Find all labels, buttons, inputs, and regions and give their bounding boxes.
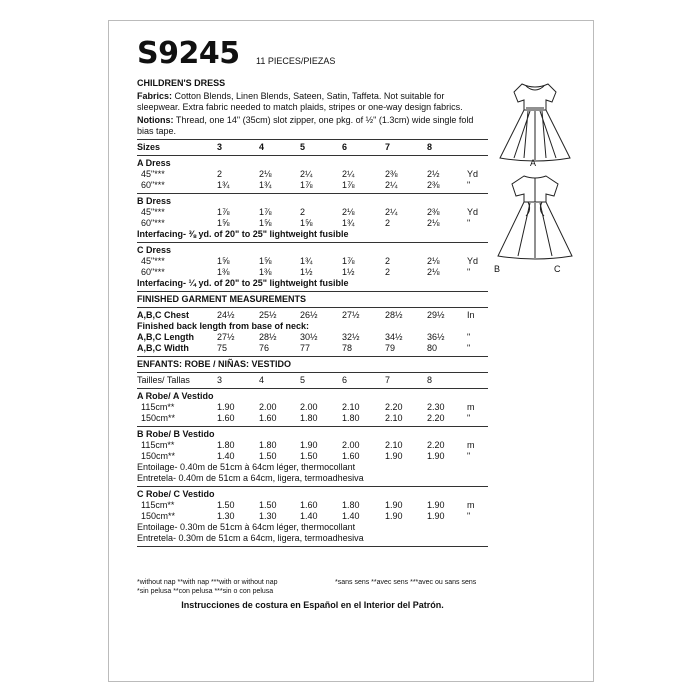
unit: " bbox=[467, 511, 471, 521]
cell: 1¾ bbox=[259, 180, 272, 190]
row-label: 150cm** bbox=[141, 451, 176, 461]
fabrics-text bbox=[137, 91, 488, 113]
size-cell: 5 bbox=[300, 142, 306, 152]
label-b: B bbox=[494, 264, 501, 274]
cell: 1.40 bbox=[342, 511, 360, 521]
row-label: 45"*** bbox=[141, 207, 165, 217]
c-entoilage: Entoilage- 0.30m de 51cm à 64cm léger, thermocollant bbox=[137, 522, 356, 532]
cell: 2 bbox=[385, 267, 391, 277]
size-cell: 3 bbox=[217, 375, 223, 385]
cell: 1.60 bbox=[259, 413, 277, 423]
cell: 1.30 bbox=[259, 511, 277, 521]
divider bbox=[137, 307, 488, 308]
unit: m bbox=[467, 440, 475, 450]
c-interfacing: Interfacing- ¼ yd. of 20" to 25" lightweight fusible bbox=[137, 278, 349, 288]
table-row bbox=[137, 500, 488, 511]
cell: 2.00 bbox=[342, 440, 360, 450]
divider bbox=[137, 546, 488, 547]
cell: 1⅜ bbox=[259, 267, 272, 277]
table-row bbox=[137, 169, 488, 180]
cell: 32½ bbox=[342, 332, 360, 342]
unit: Yd bbox=[467, 256, 479, 266]
c-dress-title: C Dress bbox=[137, 245, 172, 255]
pattern-code: S9245 bbox=[137, 36, 240, 71]
divider bbox=[137, 291, 488, 292]
row-label: 60"*** bbox=[141, 218, 165, 228]
divider bbox=[137, 155, 488, 156]
cell: 1.80 bbox=[342, 500, 360, 510]
measurements-title: FINISHED GARMENT MEASUREMENTS bbox=[137, 294, 307, 304]
garment-title: CHILDREN'S DRESS bbox=[137, 78, 226, 88]
row-label: 60"*** bbox=[141, 267, 165, 277]
b-entoilage: Entoilage- 0.40m de 51cm à 64cm léger, thermocollant bbox=[137, 462, 356, 472]
cell: 78 bbox=[342, 343, 353, 353]
unit: " bbox=[467, 343, 471, 353]
table-row bbox=[137, 218, 488, 229]
table-row bbox=[137, 440, 488, 451]
cell: 2¼ bbox=[385, 180, 398, 190]
a-robe-title: A Robe/ A Vestido bbox=[137, 391, 214, 401]
cell: 1⅞ bbox=[217, 207, 230, 217]
cell: 1.60 bbox=[342, 451, 360, 461]
row-label: 150cm** bbox=[141, 413, 176, 423]
interfacing-note bbox=[137, 462, 488, 473]
cell: 2.30 bbox=[427, 402, 445, 412]
cell: 2¼ bbox=[385, 207, 398, 217]
footnote-en: *without nap **with nap ***with or without nap bbox=[137, 579, 278, 586]
size-cell: 3 bbox=[217, 142, 223, 152]
cell: 30½ bbox=[300, 332, 318, 342]
cell: 2⅛ bbox=[427, 267, 440, 277]
cell: 1⅝ bbox=[259, 218, 272, 228]
size-cell: 6 bbox=[342, 142, 348, 152]
cell: 1½ bbox=[342, 267, 355, 277]
cell: 79 bbox=[385, 343, 396, 353]
cell: 1.90 bbox=[300, 440, 318, 450]
footnote-fr: *sans sens **avec sens ***avec ou sans sens bbox=[335, 579, 477, 586]
header bbox=[137, 36, 240, 71]
interfacing-note bbox=[137, 522, 488, 533]
cell: 1⅞ bbox=[342, 180, 355, 190]
cell: 1.90 bbox=[385, 511, 403, 521]
c-robe-title: C Robe/ C Vestido bbox=[137, 489, 215, 499]
fabrics-label: Fabrics: bbox=[137, 91, 173, 101]
cell: 24½ bbox=[217, 310, 235, 320]
dress-a-illustration bbox=[490, 78, 580, 163]
cell: 1⅝ bbox=[259, 256, 272, 266]
table-row bbox=[137, 256, 488, 267]
cell: 2.10 bbox=[342, 402, 360, 412]
cell: 2 bbox=[385, 256, 391, 266]
cell: 2.10 bbox=[385, 440, 403, 450]
section-title bbox=[137, 294, 488, 305]
back-length-note bbox=[137, 321, 488, 332]
cell: 1.90 bbox=[427, 511, 445, 521]
cell: 1.90 bbox=[385, 500, 403, 510]
cell: 2 bbox=[300, 207, 306, 217]
cell: 1⅞ bbox=[300, 180, 313, 190]
divider bbox=[137, 388, 488, 389]
unit: m bbox=[467, 500, 475, 510]
cell: 1.50 bbox=[300, 451, 318, 461]
unit: In bbox=[467, 310, 475, 320]
cell: 2 bbox=[217, 169, 223, 179]
row-label: A,B,C Chest bbox=[137, 310, 190, 320]
table-row bbox=[137, 343, 488, 354]
cell: 2 bbox=[385, 218, 391, 228]
cell: 1⅝ bbox=[300, 218, 313, 228]
unit: " bbox=[467, 451, 471, 461]
cell: 1.80 bbox=[259, 440, 277, 450]
sizes-row bbox=[137, 142, 488, 153]
footnote-es: *sin pelusa **con pelusa ***sin o con pelusa bbox=[137, 588, 274, 595]
cell: 1.90 bbox=[385, 451, 403, 461]
cell: 28½ bbox=[259, 332, 277, 342]
table-row bbox=[137, 402, 488, 413]
row-label: A,B,C Width bbox=[137, 343, 189, 353]
table-row bbox=[137, 310, 488, 321]
view-title bbox=[137, 391, 488, 402]
cell: 1.80 bbox=[217, 440, 235, 450]
cell: 27½ bbox=[217, 332, 235, 342]
cell: 2⅛ bbox=[342, 207, 355, 217]
row-label: 115cm** bbox=[141, 440, 175, 450]
row-label: 45"*** bbox=[141, 256, 165, 266]
back-note: Finished back length from base of neck: bbox=[137, 321, 310, 331]
view-title bbox=[137, 429, 488, 440]
section-title bbox=[137, 359, 488, 370]
cell: 2.10 bbox=[385, 413, 403, 423]
table-row bbox=[137, 332, 488, 343]
cell: 1⅞ bbox=[342, 256, 355, 266]
cell: 2.00 bbox=[300, 402, 318, 412]
size-cell: 4 bbox=[259, 375, 265, 385]
table-row bbox=[137, 413, 488, 424]
view-title bbox=[137, 489, 488, 500]
content-column bbox=[137, 78, 488, 549]
cell: 2⅜ bbox=[385, 169, 398, 179]
table-row bbox=[137, 511, 488, 522]
cell: 1¾ bbox=[217, 180, 230, 190]
cell: 2⅛ bbox=[427, 256, 440, 266]
cell: 2.00 bbox=[259, 402, 277, 412]
c-entretela: Entretela- 0.30m de 51cm a 64cm, ligera, termoadhesiva bbox=[137, 533, 364, 543]
divider bbox=[137, 242, 488, 243]
cell: 28½ bbox=[385, 310, 403, 320]
size-cell: 8 bbox=[427, 142, 433, 152]
unit: " bbox=[467, 332, 471, 342]
b-robe-title: B Robe/ B Vestido bbox=[137, 429, 215, 439]
divider bbox=[137, 486, 488, 487]
divider bbox=[137, 426, 488, 427]
cell: 1.50 bbox=[217, 500, 235, 510]
cell: 2⅜ bbox=[427, 180, 440, 190]
cell: 1⅝ bbox=[217, 218, 230, 228]
cell: 1½ bbox=[300, 267, 313, 277]
label-a: A bbox=[530, 158, 537, 168]
row-label: 45"*** bbox=[141, 169, 165, 179]
pieces-count: 11 PIECES/PIEZAS bbox=[256, 56, 336, 66]
cell: 2½ bbox=[427, 169, 440, 179]
interfacing-note bbox=[137, 278, 488, 289]
divider bbox=[137, 193, 488, 194]
a-dress-title: A Dress bbox=[137, 158, 171, 168]
interfacing-note bbox=[137, 533, 488, 544]
cell: 25½ bbox=[259, 310, 277, 320]
cell: 2⅛ bbox=[427, 218, 440, 228]
dress-bc-illustration bbox=[490, 170, 580, 262]
cell: 80 bbox=[427, 343, 438, 353]
cell: 26½ bbox=[300, 310, 318, 320]
b-entretela: Entretela- 0.40m de 51cm a 64cm, ligera, termoadhesiva bbox=[137, 473, 364, 483]
unit: " bbox=[467, 413, 471, 423]
cell: 1.60 bbox=[217, 413, 235, 423]
notions-label: Notions: bbox=[137, 115, 174, 125]
size-cell: 6 bbox=[342, 375, 348, 385]
cell: 1.90 bbox=[427, 500, 445, 510]
table-row bbox=[137, 207, 488, 218]
divider bbox=[137, 372, 488, 373]
label-c: C bbox=[554, 264, 561, 274]
b-dress-title: B Dress bbox=[137, 196, 172, 206]
cell: 77 bbox=[300, 343, 311, 353]
interfacing-note bbox=[137, 473, 488, 484]
cell: 2.20 bbox=[427, 440, 445, 450]
cell: 1⅜ bbox=[217, 267, 230, 277]
cell: 2⅜ bbox=[427, 207, 440, 217]
cell: 1.60 bbox=[300, 500, 318, 510]
sizes-label: Sizes bbox=[137, 142, 161, 152]
cell: 34½ bbox=[385, 332, 403, 342]
unit: m bbox=[467, 402, 475, 412]
unit: " bbox=[467, 267, 471, 277]
table-row bbox=[137, 267, 488, 278]
size-cell: 7 bbox=[385, 142, 391, 152]
cell: 1.40 bbox=[217, 451, 235, 461]
cell: 1¾ bbox=[300, 256, 313, 266]
size-cell: 7 bbox=[385, 375, 391, 385]
table-row bbox=[137, 180, 488, 191]
fabrics-body: Cotton Blends, Linen Blends, Sateen, Satin, Taffeta. Not suitable for sleepwear. Extra fabric needed to match plaids, stripes or one-way design fabrics. bbox=[137, 91, 463, 112]
notions-body: Thread, one 14" (35cm) slot zipper, one pkg. of ½" (1.3cm) wide single fold bias tape. bbox=[137, 115, 474, 136]
cell: 1.50 bbox=[259, 451, 277, 461]
view-title bbox=[137, 196, 488, 207]
size-cell: 8 bbox=[427, 375, 433, 385]
cell: 1.90 bbox=[217, 402, 235, 412]
fr-title: ENFANTS: ROBE / NIÑAS: VESTIDO bbox=[137, 359, 292, 369]
cell: 76 bbox=[259, 343, 270, 353]
row-label: 115cm** bbox=[141, 402, 175, 412]
cell: 2.20 bbox=[427, 413, 445, 423]
cell: 1¾ bbox=[342, 218, 355, 228]
spanish-instructions-note: Instrucciones de costura en Español en el Interior del Patrón. bbox=[181, 600, 444, 610]
cell: 29½ bbox=[427, 310, 445, 320]
cell: 1⅞ bbox=[259, 207, 272, 217]
cell: 1.50 bbox=[259, 500, 277, 510]
cell: 27½ bbox=[342, 310, 360, 320]
view-title bbox=[137, 245, 488, 256]
cell: 1⅝ bbox=[217, 256, 230, 266]
cell: 1.30 bbox=[217, 511, 235, 521]
divider bbox=[137, 356, 488, 357]
cell: 1.80 bbox=[300, 413, 318, 423]
row-label: A,B,C Length bbox=[137, 332, 194, 342]
cell: 2¼ bbox=[300, 169, 313, 179]
divider bbox=[137, 139, 488, 140]
cell: 1.40 bbox=[300, 511, 318, 521]
view-title bbox=[137, 158, 488, 169]
size-cell: 4 bbox=[259, 142, 265, 152]
unit: " bbox=[467, 218, 471, 228]
cell: 1.80 bbox=[342, 413, 360, 423]
table-row bbox=[137, 451, 488, 462]
interfacing-note bbox=[137, 229, 488, 240]
notions-text bbox=[137, 115, 488, 137]
unit: Yd bbox=[467, 207, 479, 217]
unit: Yd bbox=[467, 169, 479, 179]
row-label: 60"*** bbox=[141, 180, 165, 190]
cell: 2¼ bbox=[342, 169, 355, 179]
tailles-row bbox=[137, 375, 488, 386]
cell: 2⅛ bbox=[259, 169, 272, 179]
row-label: 115cm** bbox=[141, 500, 175, 510]
size-cell: 5 bbox=[300, 375, 306, 385]
b-interfacing: Interfacing- ⅜ yd. of 20" to 25" lightweight fusible bbox=[137, 229, 349, 239]
row-label: 150cm** bbox=[141, 511, 176, 521]
cell: 1.90 bbox=[427, 451, 445, 461]
cell: 75 bbox=[217, 343, 228, 353]
tailles-label: Tailles/ Tallas bbox=[137, 375, 190, 385]
unit: " bbox=[467, 180, 471, 190]
cell: 36½ bbox=[427, 332, 445, 342]
cell: 2.20 bbox=[385, 402, 403, 412]
